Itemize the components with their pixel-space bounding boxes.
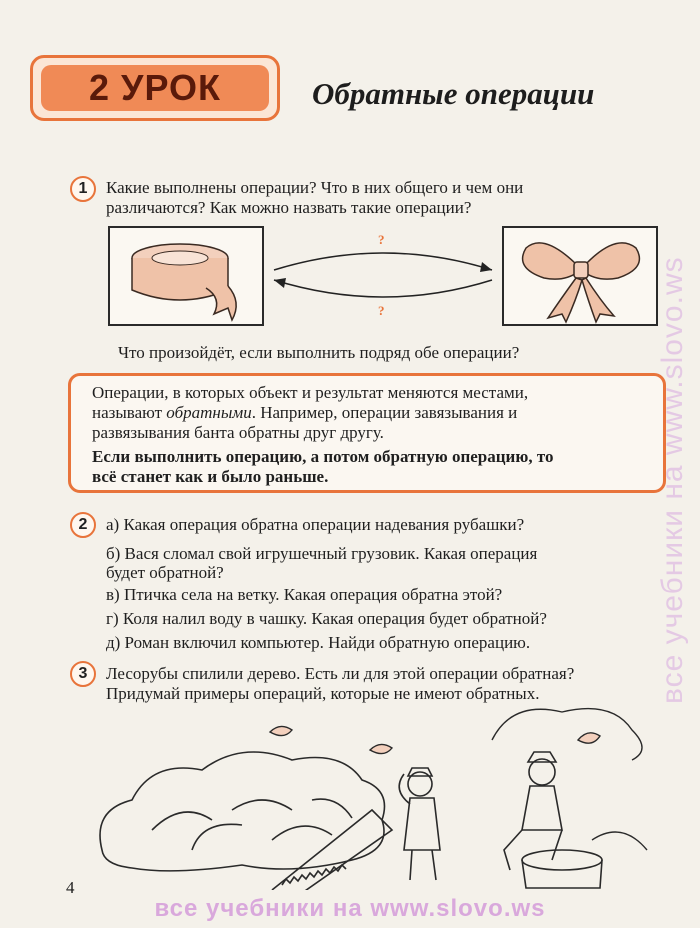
rule-line2 (92, 403, 517, 423)
task2-item-a: а) Какая операция обратна операции надевания рубашки? (106, 515, 525, 534)
rule-line2-post: . Например, операции завязывания и (251, 403, 518, 422)
bow-illustration (502, 226, 658, 326)
rule-bold-line1: Если выполнить операцию, а потом обратную операцию, то (92, 447, 554, 466)
rule-line1: Операции, в которых объект и результат меняются местами, (92, 383, 529, 402)
lumberjacks-illustration (92, 700, 652, 890)
task1-question-line1: Какие выполнены операции? Что в них общего и чем они (106, 178, 524, 197)
arrow-question-bottom: ? (378, 303, 385, 318)
task2-item-c: в) Птичка села на ветку. Какая операция обратна этой? (106, 585, 503, 604)
rule-bold-line2: всё станет как и было раньше. (92, 467, 329, 486)
task1-followup: Что произойдёт, если выполнить подряд обе операции? (118, 343, 520, 362)
task-number-3: 3 (70, 661, 96, 687)
task3-question-line2: Придумай примеры операций, которые не имеют обратных. (106, 684, 540, 703)
task1-question-line2: различаются? Как можно назвать такие операции? (106, 198, 472, 217)
lesson-badge-label: 2 УРОК (41, 65, 269, 111)
ribbon-illustration (108, 226, 264, 326)
task2-item-b-line2: будет обратной? (106, 563, 224, 582)
watermark-bottom: все учебники на www.slovo.ws (154, 895, 546, 922)
task-number-2: 2 (70, 512, 96, 538)
fallen-tree-icon (100, 752, 385, 871)
rule-line3: развязывания банта обратны друг другу. (92, 423, 384, 442)
lumberjack-standing-icon (399, 768, 440, 880)
lesson-badge (30, 55, 280, 121)
page-title: Обратные операции (312, 76, 595, 111)
watermark-side: все учебники на www.slovo.ws (656, 256, 689, 704)
arrow-question-top: ? (378, 232, 385, 247)
bow-icon (504, 228, 656, 324)
task2-item-b-line1: б) Вася сломал свой игрушечный грузовик. Какая операция (106, 544, 538, 563)
task2-item-e: д) Роман включил компьютер. Найди обратную операцию. (106, 633, 531, 652)
page-number: 4 (66, 878, 75, 897)
lumberjack-sitting-icon (504, 752, 602, 888)
task3-question-line1: Лесорубы спилили дерево. Есть ли для этой операции обратная? (106, 664, 575, 683)
task-number-1: 1 (70, 176, 96, 202)
rule-line2-pre: называют (92, 403, 167, 422)
rule-term-emphasis: обратными (166, 403, 252, 422)
task2-item-d: г) Коля налил воду в чашку. Какая операция будет обратной? (106, 609, 547, 628)
ribbon-roll-icon (110, 228, 262, 324)
birds-icon (270, 726, 600, 753)
bushes-icon (492, 709, 647, 850)
